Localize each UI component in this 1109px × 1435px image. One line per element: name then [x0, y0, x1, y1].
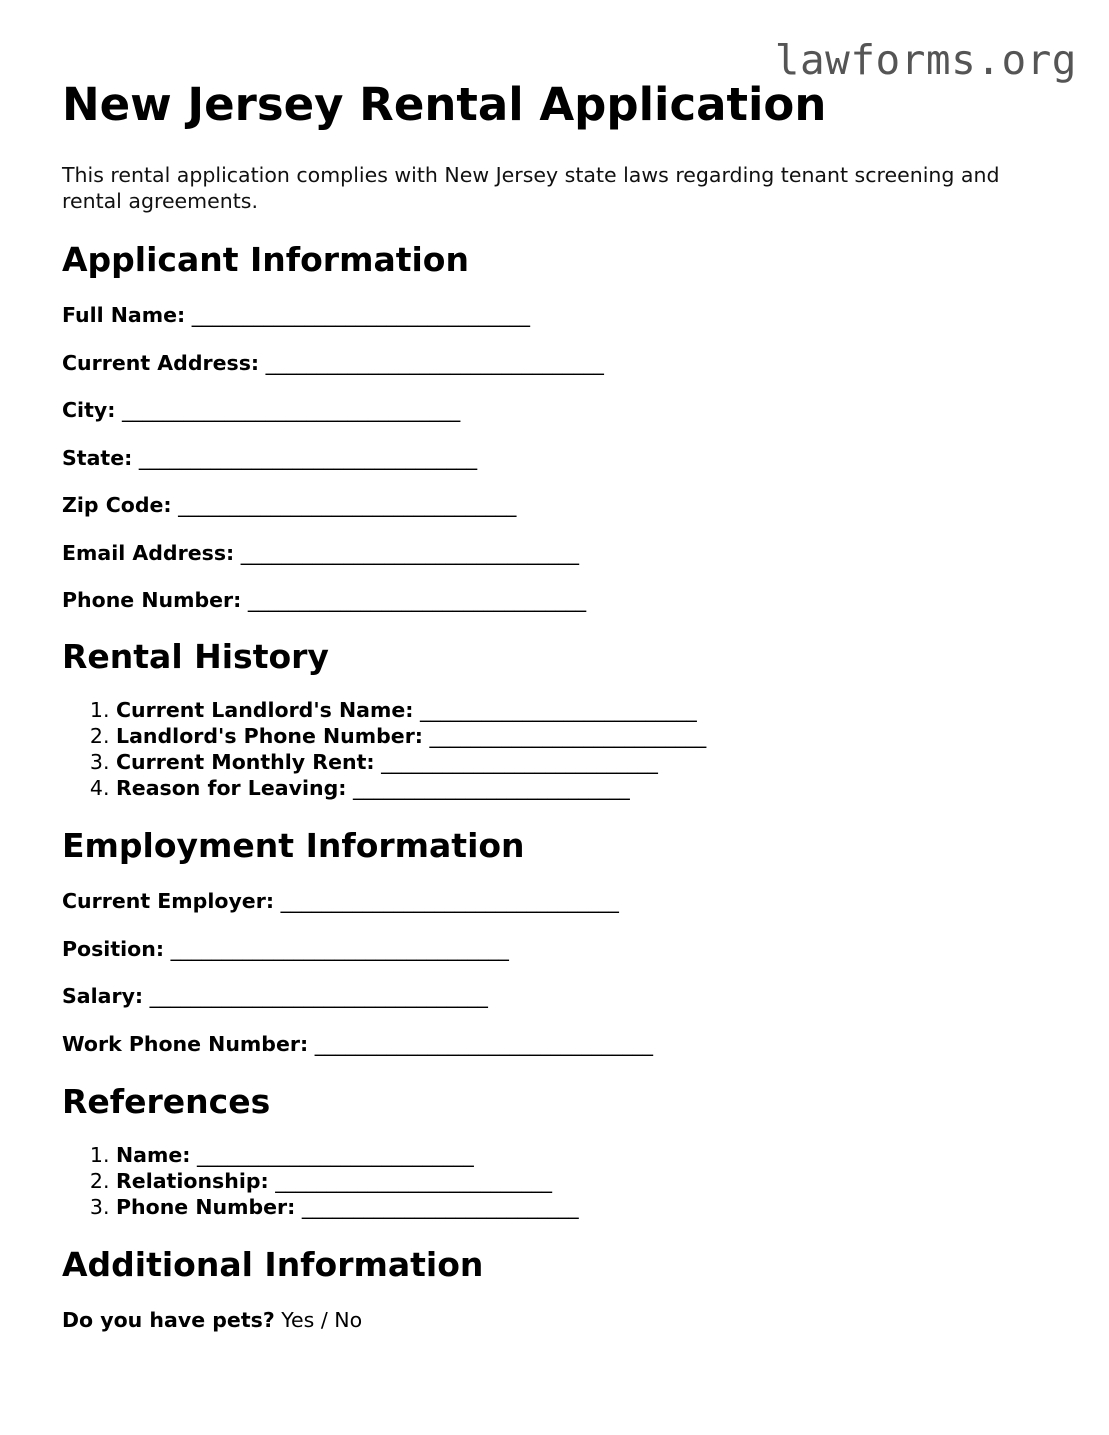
list-item[interactable]	[116, 1142, 1052, 1168]
email-address-field[interactable]	[62, 540, 1052, 566]
zip-code-field[interactable]	[62, 492, 1052, 518]
blank-line[interactable]: ___________________________	[196, 1142, 474, 1167]
field-label: Position:	[62, 936, 165, 961]
field-label: Email Address:	[62, 540, 235, 565]
list-item[interactable]	[116, 697, 1052, 723]
field-label: City:	[62, 398, 116, 422]
site-watermark: lawforms.org	[774, 36, 1077, 84]
field-label: Phone Number:	[62, 588, 242, 612]
full-name-field[interactable]	[62, 302, 1052, 328]
field-label: Work Phone Number:	[62, 1031, 309, 1056]
blank-line[interactable]: _________________________________	[240, 540, 579, 565]
field-label: Current Monthly Rent:	[116, 750, 375, 774]
section-heading-additional: Additional Information	[62, 1244, 484, 1284]
position-field[interactable]	[62, 936, 1052, 962]
salary-field[interactable]	[62, 983, 1052, 1009]
blank-line[interactable]: ___________________________	[275, 1168, 553, 1193]
field-label: Full Name:	[62, 303, 186, 327]
section-heading-references: References	[62, 1081, 271, 1121]
blank-line[interactable]: _________________________________	[265, 350, 604, 375]
list-item[interactable]	[116, 723, 1052, 749]
pets-question[interactable]	[62, 1307, 1052, 1333]
current-address-field[interactable]	[62, 350, 1052, 376]
list-item[interactable]	[116, 1194, 1052, 1220]
field-label: Reason for Leaving:	[116, 776, 347, 800]
field-label: Landlord's Phone Number:	[116, 724, 424, 748]
blank-line[interactable]: _________________________________	[121, 398, 461, 422]
list-item[interactable]	[116, 775, 1052, 801]
field-label: Current Landlord's Name:	[116, 698, 414, 722]
section-heading-employment: Employment Information	[62, 826, 525, 865]
field-label: Relationship:	[116, 1168, 269, 1193]
blank-line[interactable]: _________________________________	[280, 889, 619, 913]
field-label: Name:	[116, 1142, 191, 1167]
field-label: Phone Number:	[116, 1194, 296, 1219]
blank-line[interactable]: _________________________________	[178, 493, 517, 517]
blank-line[interactable]: ___________________________	[381, 750, 658, 774]
current-employer-field[interactable]	[62, 888, 1052, 914]
blank-line[interactable]: _________________________________	[247, 588, 587, 612]
city-field[interactable]	[62, 397, 1052, 423]
rental-application-document	[62, 78, 1052, 1333]
phone-number-field[interactable]	[62, 587, 1052, 613]
blank-line[interactable]: _________________________________	[149, 984, 488, 1008]
blank-line[interactable]: _________________________________	[191, 303, 531, 327]
blank-line[interactable]: ___________________________	[352, 776, 630, 800]
work-phone-number-field[interactable]	[62, 1031, 1052, 1057]
blank-line[interactable]: ___________________________	[429, 724, 707, 748]
rental-history-list	[62, 697, 1052, 801]
blank-line[interactable]: _________________________________	[170, 936, 509, 961]
pets-label: Do you have pets?	[62, 1307, 275, 1332]
section-heading-rental-history: Rental History	[62, 637, 329, 676]
page-title: New Jersey Rental Application	[62, 78, 827, 131]
field-label: Salary:	[62, 984, 144, 1008]
field-label: Current Employer:	[62, 889, 275, 913]
field-label: State:	[62, 445, 133, 470]
section-heading-applicant: Applicant Information	[62, 240, 469, 279]
list-item[interactable]	[116, 1168, 1052, 1194]
field-label: Zip Code:	[62, 493, 172, 517]
blank-line[interactable]: _________________________________	[138, 445, 478, 470]
list-item[interactable]	[116, 749, 1052, 775]
field-label: Current Address:	[62, 350, 260, 375]
blank-line[interactable]: ___________________________	[419, 698, 697, 722]
state-field[interactable]	[62, 445, 1052, 471]
pets-options[interactable]: Yes / No	[281, 1307, 363, 1332]
blank-line[interactable]: ___________________________	[301, 1194, 579, 1219]
blank-line[interactable]: _________________________________	[314, 1031, 653, 1056]
intro-paragraph: This rental application complies with New Jersey state laws regarding tenant screening and rental agreements.	[62, 163, 1000, 213]
references-list	[62, 1142, 1052, 1220]
